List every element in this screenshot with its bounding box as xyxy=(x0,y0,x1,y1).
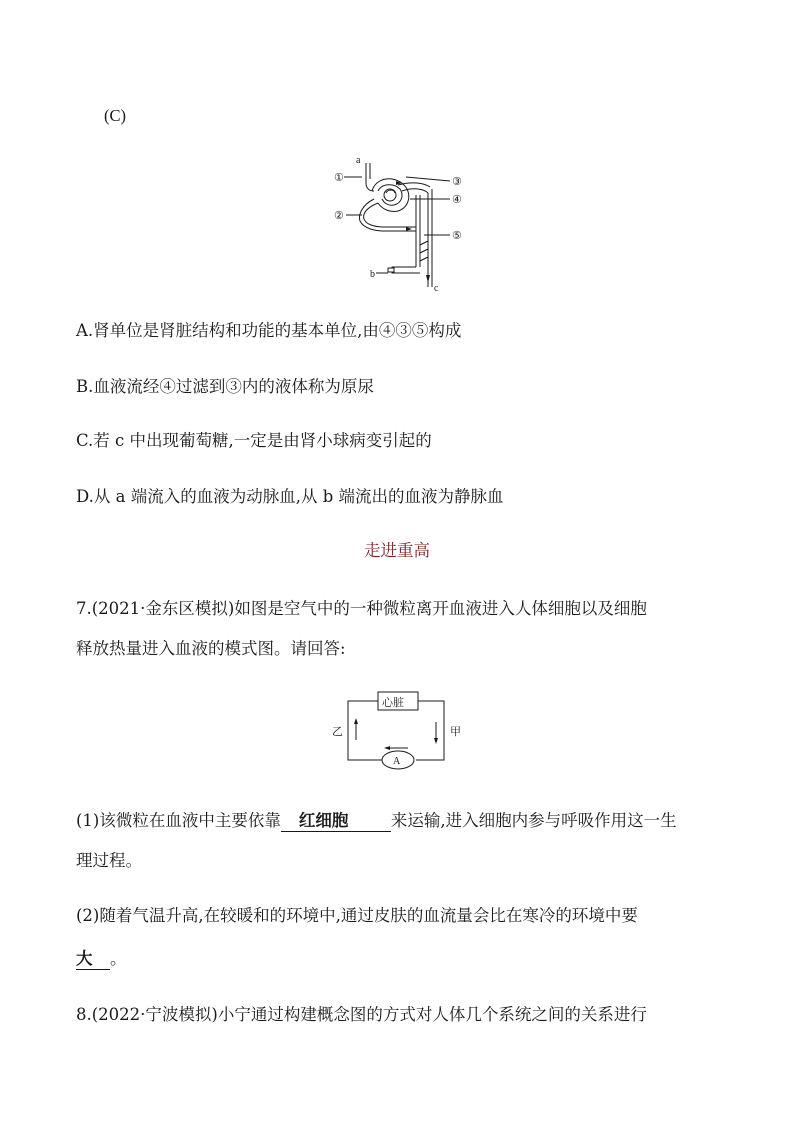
label-b: b xyxy=(370,269,375,280)
label-1: ① xyxy=(334,172,344,184)
label-2: ② xyxy=(334,210,344,222)
option-c: C.若 c 中出现葡萄糖,一定是由肾小球病变引起的 xyxy=(76,431,432,450)
q7-sub1-line2: 理过程。 xyxy=(76,851,142,870)
label-jia: 甲 xyxy=(450,725,461,738)
heart-label: 心脏 xyxy=(382,696,404,709)
label-a: a xyxy=(356,155,361,166)
q7-sub2-line1: (2)随着气温升高,在较暖和的环境中,通过皮肤的血流量会比在寒冷的环境中要 xyxy=(76,906,638,925)
q7-stem-line2: 释放热量进入血液的模式图。请回答: xyxy=(76,639,346,658)
label-4: ④ xyxy=(452,194,462,206)
q7-sub2-line2: 大 。 xyxy=(76,949,127,968)
option-b: B.血液流经④过滤到③内的液体称为原尿 xyxy=(76,377,374,396)
circulation-diagram xyxy=(330,688,480,774)
answer-blank-1: 红细胞 xyxy=(281,811,391,832)
label-yi: 乙 xyxy=(332,725,343,738)
option-d: D.从 a 端流入的血液为动脉血,从 b 端流出的血液为静脉血 xyxy=(76,487,504,506)
label-A: A xyxy=(393,756,401,767)
nephron-diagram xyxy=(332,155,472,295)
label-5: ⑤ xyxy=(452,230,462,242)
label-3: ③ xyxy=(452,176,462,188)
label-c: c xyxy=(434,283,439,294)
q7-sub1-line1: (1)该微粒在血液中主要依靠 红细胞 来运输,进入细胞内参与呼吸作用这一生 xyxy=(76,811,677,830)
answer-blank-2: 大 xyxy=(76,949,110,970)
previous-answer: (C) xyxy=(104,106,126,125)
option-a: A.肾单位是肾脏结构和功能的基本单位,由④③⑤构成 xyxy=(76,321,462,340)
section-title: 走进重高 xyxy=(364,541,430,560)
q7-stem-line1: 7.(2021·金东区模拟)如图是空气中的一种微粒离开血液进入人体细胞以及细胞 xyxy=(76,599,647,618)
q8-stem-line1: 8.(2022·宁波模拟)小宁通过构建概念图的方式对人体几个系统之间的关系进行 xyxy=(76,1005,647,1024)
